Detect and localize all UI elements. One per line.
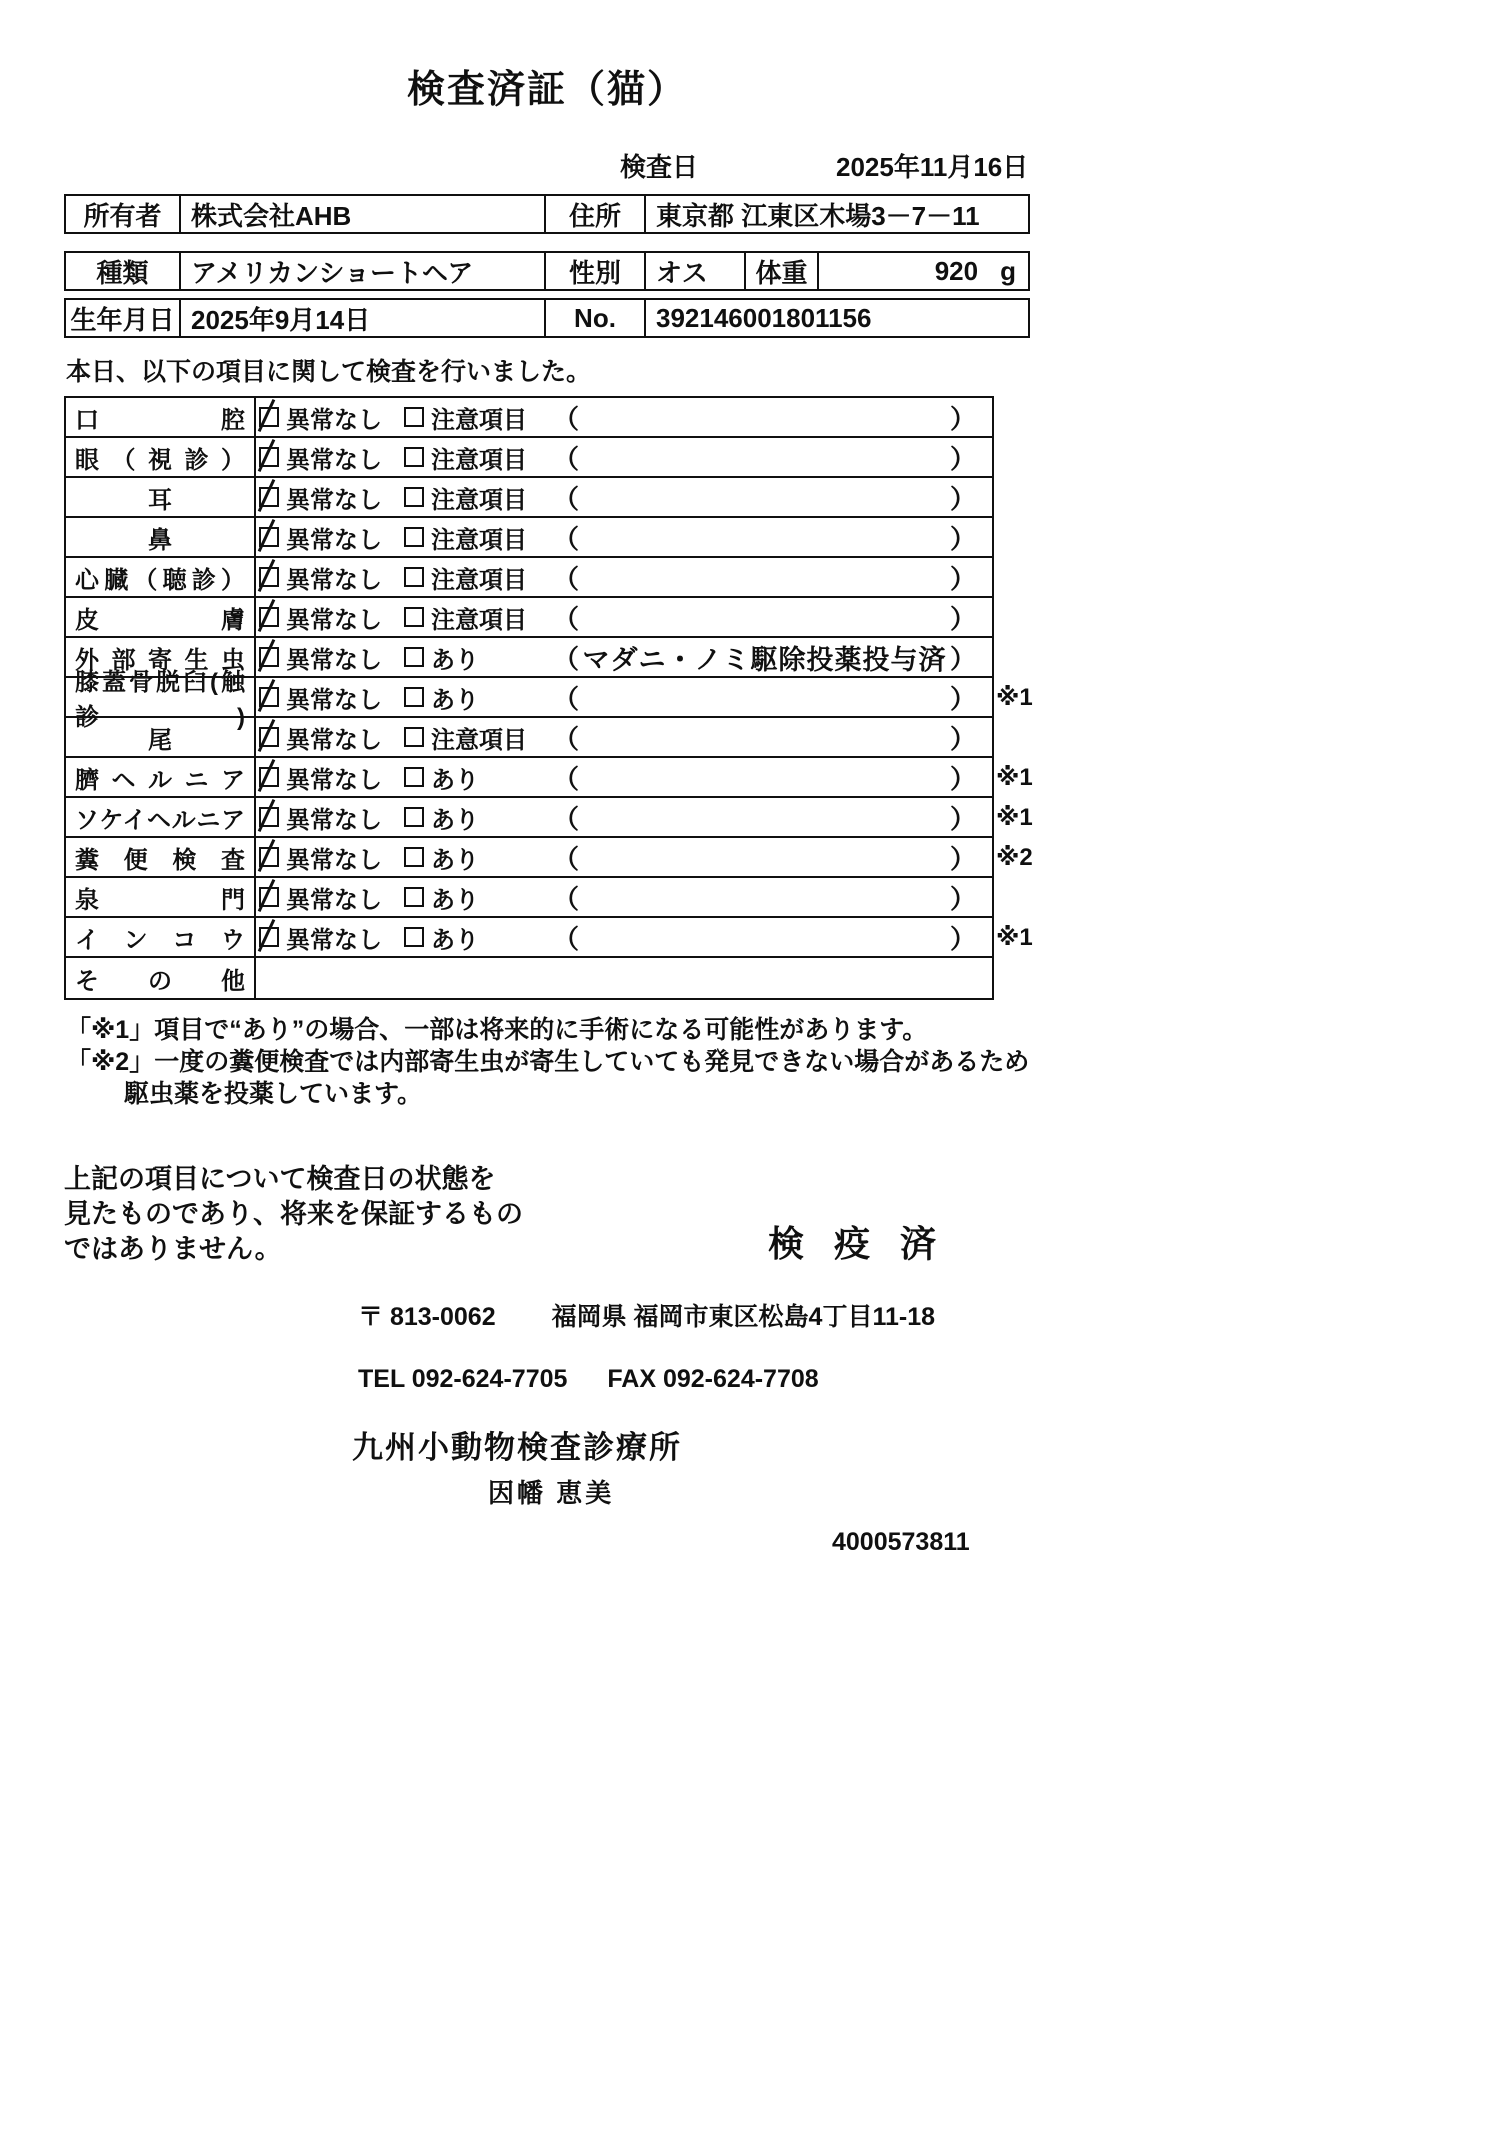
ok-label: 異常なし (286, 926, 382, 954)
paren-close: ） (949, 843, 976, 874)
alt-cell (401, 760, 551, 795)
paren-cell (551, 919, 992, 956)
paren-cell (551, 479, 992, 516)
paren-close: ） (949, 723, 976, 754)
birthdate-label: 生年月日 (66, 300, 181, 336)
exam-item-label (66, 669, 256, 731)
note-mark: ※1 (996, 764, 1033, 791)
weight-cell (819, 253, 1028, 289)
paren-open: （ (553, 883, 580, 914)
clinic-name: 九州小動物検査診療所 (352, 1430, 682, 1465)
ok-cell (256, 400, 401, 435)
exam-row-eyes (66, 438, 992, 478)
checkbox-alt-unchecked-icon (404, 927, 424, 947)
clinic-address: 福岡県 福岡市東区松島4丁目11-18 (551, 1303, 936, 1331)
paren-cell (551, 719, 992, 756)
checkbox-ok-checked-icon (259, 767, 279, 787)
clinic-address-row (358, 1297, 1030, 1333)
weight-value: 920 (934, 255, 979, 286)
checkbox-ok-checked-icon (259, 807, 279, 827)
checkbox-ok-checked-icon (259, 727, 279, 747)
checkbox-alt-unchecked-icon (404, 687, 424, 707)
paren-close: ） (949, 763, 976, 794)
ok-label: 異常なし (286, 686, 382, 714)
paren-cell (551, 399, 992, 436)
no-label: No. (546, 300, 646, 336)
paren-close: ） (949, 683, 976, 714)
paren-open: （ (553, 443, 580, 474)
item-text: 口腔 (75, 406, 245, 434)
exam-item-label (66, 478, 256, 516)
paren-cell (551, 879, 992, 916)
item-text: ソケイヘルニア (75, 806, 245, 834)
exam-row-nose (66, 518, 992, 558)
paren-close: ） (949, 483, 976, 514)
inspection-date-row (620, 147, 1030, 184)
paren-open: （ (553, 683, 580, 714)
alt-label: あり (431, 806, 479, 834)
alt-cell (401, 640, 551, 675)
paren-cell (551, 519, 992, 556)
paren-open: （ (553, 563, 580, 594)
paren-open: （ (553, 643, 580, 674)
checkbox-alt-unchecked-icon (404, 767, 424, 787)
checkbox-ok-checked-icon (259, 447, 279, 467)
ok-label: 異常なし (286, 646, 382, 674)
paren-open: （ (553, 843, 580, 874)
checkbox-alt-unchecked-icon (404, 487, 424, 507)
paren-close: ） (949, 923, 976, 954)
alt-label: あり (431, 646, 479, 674)
item-text: 糞便検査 (75, 846, 245, 874)
ok-label: 異常なし (286, 486, 382, 514)
alt-label: 注意項目 (431, 406, 527, 434)
serial-number: 4000573811 (832, 1528, 970, 1556)
owner-address-row (64, 194, 1030, 234)
alt-cell (401, 600, 551, 635)
footnote-2-line1: 「※2」一度の糞便検査では内部寄生虫が寄生していても発見できない場合があるため (66, 1048, 1030, 1076)
sex-value: オス (646, 253, 746, 289)
disclaimer-line1: 上記の項目について検査日の状態を (64, 1164, 496, 1194)
checkbox-alt-unchecked-icon (404, 607, 424, 627)
inspector-name: 因幡 恵美 (488, 1478, 615, 1508)
disclaimer-line2: 見たものであり、将来を保証するもの (64, 1199, 523, 1229)
paren-open: （ (553, 523, 580, 554)
item-text: 耳 (148, 486, 172, 514)
exam-item-label (66, 918, 256, 956)
alt-label: 注意項目 (431, 606, 527, 634)
address-label: 住所 (546, 196, 646, 232)
tel-number: TEL 092-624-7705 (358, 1365, 568, 1393)
ok-cell (256, 480, 401, 515)
item-text: 外部寄生虫 (75, 646, 245, 674)
alt-cell (401, 400, 551, 435)
footnote-1: 「※1」項目で“あり”の場合、一部は将来的に手術になる可能性があります。 (66, 1016, 928, 1044)
exam-item-label (66, 878, 256, 916)
ok-label: 異常なし (286, 806, 382, 834)
alt-label: 注意項目 (431, 726, 527, 754)
ok-label: 異常なし (286, 566, 382, 594)
exam-item-label (66, 798, 256, 836)
breed-label: 種類 (66, 253, 181, 289)
checkbox-alt-unchecked-icon (404, 807, 424, 827)
paren-open: （ (553, 763, 580, 794)
paren-close: ） (949, 403, 976, 434)
ok-cell (256, 640, 401, 675)
paren-open: （ (553, 923, 580, 954)
exam-item-label (66, 598, 256, 636)
exam-item-label (66, 518, 256, 556)
ok-label: 異常なし (286, 446, 382, 474)
paren-open: （ (553, 403, 580, 434)
item-text: 眼（視診） (75, 446, 245, 474)
ok-cell (256, 680, 401, 715)
alt-label: あり (431, 686, 479, 714)
ok-cell (256, 520, 401, 555)
alt-label: 注意項目 (431, 446, 527, 474)
paren-close: ） (949, 803, 976, 834)
alt-cell (401, 800, 551, 835)
address-value: 東京都 江東区木場3－7－11 (656, 200, 980, 231)
intro-text: 本日、以下の項目に関して検査を行いました。 (66, 358, 592, 386)
birthdate-value: 2025年9月14日 (181, 300, 546, 336)
ok-cell (256, 720, 401, 755)
exam-row-fontanelle (66, 878, 992, 918)
exam-row-inguinal-hernia (66, 798, 1033, 838)
alt-cell (401, 560, 551, 595)
alt-label: 注意項目 (431, 486, 527, 514)
checkbox-ok-checked-icon (259, 887, 279, 907)
no-value: 392146001801156 (656, 302, 872, 333)
paren-close: ） (949, 883, 976, 914)
paren-open: （ (553, 483, 580, 514)
exam-row-skin (66, 598, 992, 638)
checkbox-alt-unchecked-icon (404, 567, 424, 587)
item-text: インコウ (75, 926, 245, 954)
footer-section (64, 1162, 1030, 1557)
ok-cell (256, 600, 401, 635)
alt-cell (401, 720, 551, 755)
checkbox-ok-checked-icon (259, 647, 279, 667)
checkbox-alt-unchecked-icon (404, 727, 424, 747)
ok-label: 異常なし (286, 766, 382, 794)
paren-close: ） (949, 563, 976, 594)
postal-code: 〒 813-0062 (358, 1303, 496, 1331)
item-text: その他 (75, 967, 245, 995)
checkbox-alt-unchecked-icon (404, 407, 424, 427)
alt-cell (401, 880, 551, 915)
checkbox-ok-checked-icon (259, 527, 279, 547)
exam-row-heart (66, 558, 992, 598)
tel-fax-row (358, 1365, 1030, 1394)
exam-item-label (66, 438, 256, 476)
paren-cell (551, 679, 992, 716)
paren-close: ） (949, 523, 976, 554)
paren-cell (551, 638, 992, 677)
certificate-content (64, 58, 1033, 1557)
ok-label: 異常なし (286, 726, 382, 754)
exam-row-fecal-test (66, 838, 1033, 878)
exam-table (64, 396, 1033, 1000)
paren-cell (551, 839, 992, 876)
exam-item-label (66, 958, 256, 998)
ok-label: 異常なし (286, 886, 382, 914)
checkbox-ok-checked-icon (259, 687, 279, 707)
exam-item-label (66, 758, 256, 796)
checkbox-ok-checked-icon (259, 407, 279, 427)
checkbox-ok-checked-icon (259, 927, 279, 947)
alt-cell (401, 840, 551, 875)
checkbox-alt-unchecked-icon (404, 527, 424, 547)
exam-row-ears (66, 478, 992, 518)
item-text: 膝蓋骨脱臼(触診) (75, 669, 245, 731)
ok-cell (256, 440, 401, 475)
note-mark: ※1 (996, 684, 1033, 711)
paren-cell (551, 759, 992, 796)
ok-cell (256, 880, 401, 915)
inspection-date-label: 検査日 (620, 152, 699, 182)
paren-close: ） (949, 443, 976, 474)
ok-cell (256, 560, 401, 595)
alt-label: あり (431, 926, 479, 954)
alt-label: あり (431, 886, 479, 914)
owner-value: 株式会社AHB (181, 196, 546, 232)
checkbox-alt-unchecked-icon (404, 647, 424, 667)
paren-close: ） (949, 643, 976, 674)
note-mark: ※2 (996, 844, 1033, 871)
item-text: 臍ヘルニア (75, 766, 245, 794)
exam-row-tail (66, 718, 992, 758)
checkbox-alt-unchecked-icon (404, 887, 424, 907)
item-text: 皮膚 (75, 606, 245, 634)
item-text: 泉門 (75, 886, 245, 914)
birthdate-number-row (64, 298, 1030, 338)
exam-row-mouth (66, 398, 992, 438)
ok-label: 異常なし (286, 606, 382, 634)
quarantine-done-stamp: 検 疫 済 (768, 1223, 947, 1264)
inspection-date-value: 2025年11月16日 (836, 152, 1029, 182)
owner-label: 所有者 (66, 196, 181, 232)
ok-cell (256, 800, 401, 835)
ok-label: 異常なし (286, 526, 382, 554)
ok-cell (256, 760, 401, 795)
checkbox-ok-checked-icon (259, 607, 279, 627)
alt-cell (401, 520, 551, 555)
weight-unit: g (1000, 255, 1016, 286)
checkbox-ok-checked-icon (259, 567, 279, 587)
exam-row-patella (66, 669, 1033, 731)
exam-row-inkou (66, 918, 1033, 958)
breed-value: アメリカンショートヘア (181, 253, 546, 289)
exam-row-umbilical-hernia (66, 758, 1033, 798)
ok-label: 異常なし (286, 846, 382, 874)
exam-item-label (66, 558, 256, 596)
exam-row-other (66, 958, 992, 998)
paren-open: （ (553, 723, 580, 754)
breed-sex-weight-row (64, 251, 1030, 291)
ok-cell (256, 920, 401, 955)
paren-open: （ (553, 803, 580, 834)
sex-label: 性別 (546, 253, 646, 289)
ok-cell (256, 840, 401, 875)
paren-cell (551, 559, 992, 596)
checkbox-ok-checked-icon (259, 847, 279, 867)
checkbox-alt-unchecked-icon (404, 447, 424, 467)
checkbox-alt-unchecked-icon (404, 847, 424, 867)
note-mark: ※1 (996, 924, 1033, 951)
footnote-2-line2: 駆虫薬を投薬しています。 (124, 1080, 423, 1108)
footnotes (66, 1014, 1030, 1110)
treatment-stamp-text: マダニ・ノミ駆除投薬投与済 (582, 644, 947, 675)
alt-label: 注意項目 (431, 526, 527, 554)
exam-item-label (66, 838, 256, 876)
document-title: 検査済証（猫） (406, 69, 687, 111)
alt-label: あり (431, 766, 479, 794)
paren-cell (551, 799, 992, 836)
alt-cell (401, 680, 551, 715)
paren-cell (551, 599, 992, 636)
weight-label: 体重 (746, 253, 819, 289)
item-text: 尾 (148, 726, 172, 754)
fax-number: FAX 092-624-7708 (607, 1365, 819, 1393)
disclaimer-line3: ではありません。 (64, 1234, 282, 1264)
ok-label: 異常なし (286, 406, 382, 434)
paren-close: ） (949, 603, 976, 634)
exam-item-label (66, 398, 256, 436)
item-text: 心臓（聴診） (75, 566, 245, 594)
exam-item-label (66, 718, 256, 756)
note-mark: ※1 (996, 804, 1033, 831)
alt-cell (401, 480, 551, 515)
alt-cell (401, 440, 551, 475)
paren-open: （ (553, 603, 580, 634)
alt-label: あり (431, 846, 479, 874)
paren-cell (551, 439, 992, 476)
item-text: 鼻 (148, 526, 172, 554)
alt-cell (401, 920, 551, 955)
alt-label: 注意項目 (431, 566, 527, 594)
checkbox-ok-checked-icon (259, 487, 279, 507)
